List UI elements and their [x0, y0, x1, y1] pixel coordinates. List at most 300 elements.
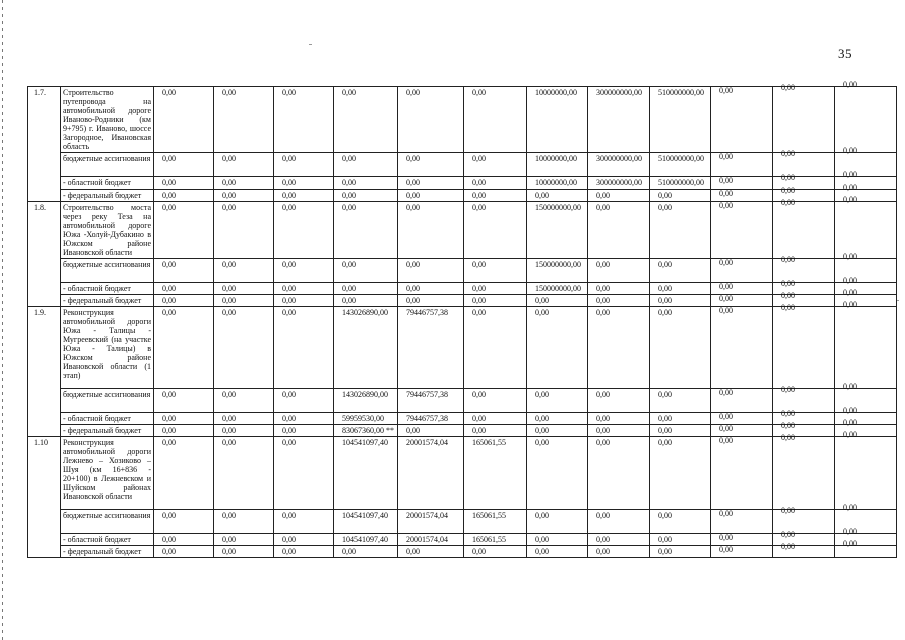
value-text: 0,00	[843, 170, 857, 179]
value-cell	[464, 190, 527, 202]
value-text: 0,00	[162, 426, 176, 435]
value-text: 0,00	[472, 191, 486, 200]
value-text: 0,00	[535, 308, 549, 317]
value-text: 0,00	[596, 296, 610, 305]
value-cell	[214, 307, 274, 389]
value-cell	[588, 259, 650, 283]
value-cell	[398, 87, 464, 153]
value-cell	[398, 202, 464, 259]
value-text: 0,00	[596, 426, 610, 435]
value-cell	[214, 190, 274, 202]
value-cell	[650, 307, 711, 389]
value-text: 79446757,38	[406, 308, 448, 317]
project-name: Строительство моста через реку Теза на автомобильной дороге Южа -Холуй-Дубакино в Южском районе Ивановской области	[61, 202, 154, 259]
value-cell	[773, 542, 835, 558]
value-cell	[464, 295, 527, 307]
value-text: 104541097,40	[342, 438, 388, 447]
value-cell	[711, 283, 773, 295]
value-cell	[214, 87, 274, 153]
value-text: 0,00	[222, 438, 236, 447]
value-text: 0,00	[843, 382, 857, 391]
value-text: 0,00	[596, 308, 610, 317]
value-text: 0,00	[162, 511, 176, 520]
value-text: 0,00	[222, 390, 236, 399]
value-cell	[588, 437, 650, 510]
table-row	[28, 425, 897, 437]
value-text: 0,00	[222, 88, 236, 97]
value-cell	[835, 300, 897, 389]
value-cell	[527, 389, 588, 413]
value-text: 0,00	[719, 152, 733, 161]
table-row	[28, 87, 897, 153]
value-text: 0,00	[282, 390, 296, 399]
value-text: 0,00	[596, 260, 610, 269]
value-cell	[588, 389, 650, 413]
value-text: 0,00	[781, 255, 795, 264]
value-cell	[650, 153, 711, 177]
value-cell	[588, 413, 650, 425]
value-cell	[588, 425, 650, 437]
value-text: 0,00	[222, 260, 236, 269]
page-number: 35	[838, 46, 852, 61]
table-row	[28, 437, 897, 510]
budget-line-name: - областной бюджет	[61, 534, 154, 546]
value-cell	[214, 389, 274, 413]
value-cell	[274, 190, 334, 202]
scan-speck	[309, 44, 312, 45]
value-text: 0,00	[719, 201, 733, 210]
value-cell	[650, 389, 711, 413]
value-cell	[835, 195, 897, 259]
value-cell	[154, 413, 214, 425]
value-cell	[398, 190, 464, 202]
budget-line-name: бюджетные ассигнования	[61, 510, 154, 534]
value-cell	[650, 425, 711, 437]
value-text: 20001574,04	[406, 535, 448, 544]
value-text: 165061,55	[472, 511, 506, 520]
budget-line-name: - федеральный бюджет	[61, 425, 154, 437]
value-cell	[274, 546, 334, 558]
value-text: 0,00	[472, 88, 486, 97]
value-text: 0,00	[719, 86, 733, 95]
value-cell	[464, 534, 527, 546]
value-text: 0,00	[472, 414, 486, 423]
value-cell	[773, 303, 835, 389]
value-text: 300000000,00	[596, 154, 642, 163]
value-text: 20001574,04	[406, 438, 448, 447]
value-text: 0,00	[781, 385, 795, 394]
value-text: 0,00	[658, 426, 672, 435]
value-text: 0,00	[282, 547, 296, 556]
value-text: 0,00	[162, 203, 176, 212]
value-text: 0,00	[719, 388, 733, 397]
value-cell	[464, 153, 527, 177]
value-text: 0,00	[342, 191, 356, 200]
value-text: 150000000,00	[535, 203, 581, 212]
value-cell	[154, 177, 214, 190]
value-text: 0,00	[472, 426, 486, 435]
value-text: 0,00	[658, 308, 672, 317]
value-cell	[464, 437, 527, 510]
value-cell	[464, 202, 527, 259]
value-text: 0,00	[406, 296, 420, 305]
value-text: 0,00	[719, 189, 733, 198]
value-cell	[334, 413, 398, 425]
value-text: 0,00	[406, 154, 420, 163]
value-cell	[527, 190, 588, 202]
value-text: 0,00	[342, 260, 356, 269]
value-text: 0,00	[406, 547, 420, 556]
value-text: 0,00	[535, 191, 549, 200]
value-text: 0,00	[535, 390, 549, 399]
value-cell	[154, 202, 214, 259]
value-cell	[527, 202, 588, 259]
value-text: 0,00	[222, 178, 236, 187]
value-text: 0,00	[472, 284, 486, 293]
budget-line-name: - федеральный бюджет	[61, 546, 154, 558]
value-cell	[527, 307, 588, 389]
value-cell	[650, 259, 711, 283]
value-cell	[214, 413, 274, 425]
value-cell	[711, 437, 773, 510]
value-cell	[773, 198, 835, 259]
value-text: 0,00	[535, 547, 549, 556]
value-cell	[527, 425, 588, 437]
value-text: 0,00	[472, 390, 486, 399]
value-cell	[588, 153, 650, 177]
value-cell	[464, 425, 527, 437]
value-text: 104541097,40	[342, 511, 388, 520]
value-cell	[835, 539, 897, 558]
value-cell	[398, 425, 464, 437]
value-text: 0,00	[658, 390, 672, 399]
value-text: 0,00	[781, 530, 795, 539]
value-cell	[398, 153, 464, 177]
value-cell	[527, 177, 588, 190]
value-cell	[711, 413, 773, 425]
value-text: 0,00	[282, 296, 296, 305]
value-cell	[588, 177, 650, 190]
value-text: 0,00	[781, 149, 795, 158]
value-cell	[835, 80, 897, 153]
value-cell	[711, 546, 773, 558]
value-cell	[274, 295, 334, 307]
value-text: 0,00	[658, 203, 672, 212]
table-row	[28, 259, 897, 283]
value-cell	[334, 259, 398, 283]
value-text: 510000000,00	[658, 178, 704, 187]
value-text: 165061,55	[472, 535, 506, 544]
value-cell	[334, 153, 398, 177]
table-row	[28, 389, 897, 413]
value-cell	[588, 307, 650, 389]
value-text: 0,00	[222, 308, 236, 317]
value-text: 0,00	[342, 203, 356, 212]
value-cell	[334, 283, 398, 295]
value-text: 0,00	[342, 154, 356, 163]
value-text: 0,00	[781, 433, 795, 442]
value-text: 0,00	[535, 414, 549, 423]
value-text: 0,00	[781, 198, 795, 207]
value-text: 10000000,00	[535, 154, 577, 163]
value-text: 0,00	[342, 547, 356, 556]
value-cell	[711, 425, 773, 437]
value-text: 165061,55	[472, 438, 506, 447]
value-text: 0,00	[781, 409, 795, 418]
value-text: 0,00	[719, 176, 733, 185]
value-text: 0,00	[781, 279, 795, 288]
value-cell	[214, 295, 274, 307]
value-cell	[274, 283, 334, 295]
value-cell	[711, 510, 773, 534]
value-cell	[398, 546, 464, 558]
value-cell	[334, 510, 398, 534]
value-text: 0,00	[658, 511, 672, 520]
value-text: 0,00	[222, 154, 236, 163]
value-text: 0,00	[162, 191, 176, 200]
value-cell	[274, 259, 334, 283]
value-text: 0,00	[596, 547, 610, 556]
value-text: 0,00	[406, 260, 420, 269]
value-cell	[711, 534, 773, 546]
value-cell	[527, 295, 588, 307]
value-cell	[464, 510, 527, 534]
budget-table	[27, 80, 897, 558]
value-text: 0,00	[282, 308, 296, 317]
value-cell	[464, 546, 527, 558]
value-cell	[334, 389, 398, 413]
value-cell	[274, 413, 334, 425]
value-text: 0,00	[472, 203, 486, 212]
value-cell	[835, 430, 897, 510]
value-cell	[398, 413, 464, 425]
value-text: 10000000,00	[535, 178, 577, 187]
value-text: 0,00	[596, 511, 610, 520]
value-cell	[650, 546, 711, 558]
value-cell	[274, 510, 334, 534]
row-code: 1.9.	[28, 307, 61, 437]
value-cell	[588, 283, 650, 295]
value-text: 0,00	[406, 203, 420, 212]
value-cell	[274, 202, 334, 259]
value-cell	[274, 87, 334, 153]
value-text: 0,00	[282, 414, 296, 423]
value-cell	[154, 546, 214, 558]
value-cell	[464, 283, 527, 295]
value-text: 0,00	[406, 284, 420, 293]
value-cell	[154, 389, 214, 413]
budget-line-name: - областной бюджет	[61, 177, 154, 190]
value-cell	[588, 546, 650, 558]
value-cell	[274, 437, 334, 510]
value-text: 0,00	[719, 424, 733, 433]
value-text: 0,00	[222, 296, 236, 305]
value-cell	[527, 87, 588, 153]
value-text: 0,00	[535, 438, 549, 447]
value-text: 0,00	[472, 154, 486, 163]
value-cell	[154, 510, 214, 534]
value-text: 0,00	[222, 547, 236, 556]
value-cell	[154, 153, 214, 177]
value-cell	[274, 307, 334, 389]
value-cell	[527, 534, 588, 546]
value-cell	[214, 283, 274, 295]
value-cell	[334, 546, 398, 558]
value-text: 150000000,00	[535, 284, 581, 293]
value-cell	[334, 177, 398, 190]
value-cell	[274, 177, 334, 190]
value-cell	[588, 87, 650, 153]
value-text: 0,00	[342, 178, 356, 187]
value-cell	[711, 177, 773, 190]
value-cell	[711, 259, 773, 283]
value-cell	[154, 87, 214, 153]
value-text: 0,00	[843, 80, 857, 89]
value-cell	[527, 546, 588, 558]
value-text: 0,00	[282, 284, 296, 293]
table-row	[28, 295, 897, 307]
value-cell	[154, 190, 214, 202]
value-cell	[527, 413, 588, 425]
table-row	[28, 546, 897, 558]
value-cell	[711, 202, 773, 259]
value-cell	[214, 425, 274, 437]
value-cell	[711, 87, 773, 153]
value-cell	[334, 202, 398, 259]
value-cell	[711, 190, 773, 202]
value-text: 0,00	[406, 426, 420, 435]
value-text: 0,00	[535, 535, 549, 544]
value-text: 0,00	[781, 506, 795, 515]
budget-line-name: бюджетные ассигнования	[61, 389, 154, 413]
value-text: 0,00	[719, 282, 733, 291]
row-code: 1.8.	[28, 202, 61, 307]
table-row	[28, 202, 897, 259]
value-text: 0,00	[342, 88, 356, 97]
budget-line-name: бюджетные ассигнования	[61, 259, 154, 283]
value-text: 0,00	[222, 535, 236, 544]
value-text: 0,00	[781, 291, 795, 300]
budget-line-name: - федеральный бюджет	[61, 295, 154, 307]
value-text: 0,00	[843, 503, 857, 512]
value-cell	[214, 510, 274, 534]
value-cell	[274, 534, 334, 546]
value-text: 0,00	[596, 191, 610, 200]
value-cell	[588, 534, 650, 546]
value-text: 0,00	[406, 191, 420, 200]
value-cell	[214, 259, 274, 283]
value-text: 0,00	[843, 183, 857, 192]
value-cell	[464, 413, 527, 425]
value-text: 0,00	[222, 426, 236, 435]
value-text: 0,00	[596, 414, 610, 423]
value-cell	[154, 437, 214, 510]
value-cell	[398, 389, 464, 413]
project-name: Реконструкция автомобильной дороги Лежнево – Хозиково – Шуя (км 16+836 - 20+100) в Лежневском и Шуйском районах Ивановской области	[61, 437, 154, 510]
value-text: 0,00	[596, 203, 610, 212]
value-cell	[274, 153, 334, 177]
value-cell	[214, 534, 274, 546]
value-cell	[527, 153, 588, 177]
value-cell	[650, 510, 711, 534]
value-text: 59959530,00	[342, 414, 384, 423]
value-text: 0,00	[162, 535, 176, 544]
value-text: 0,00	[162, 260, 176, 269]
value-cell	[214, 546, 274, 558]
value-cell	[464, 389, 527, 413]
value-cell	[650, 534, 711, 546]
value-cell	[214, 202, 274, 259]
value-cell	[398, 295, 464, 307]
value-text: 0,00	[162, 547, 176, 556]
table-row	[28, 190, 897, 202]
value-text: 0,00	[162, 438, 176, 447]
value-text: 0,00	[719, 509, 733, 518]
value-cell	[527, 510, 588, 534]
value-text: 0,00	[162, 154, 176, 163]
value-cell	[464, 259, 527, 283]
value-text: 300000000,00	[596, 88, 642, 97]
value-text: 0,00	[658, 438, 672, 447]
value-cell	[464, 177, 527, 190]
table-row	[28, 153, 897, 177]
value-cell	[274, 425, 334, 437]
value-cell	[154, 307, 214, 389]
value-text: 0,00	[781, 83, 795, 92]
budget-line-name: бюджетные ассигнования	[61, 153, 154, 177]
value-text: 150000000,00	[535, 260, 581, 269]
value-text: 79446757,38	[406, 390, 448, 399]
value-text: 0,00	[781, 421, 795, 430]
scan-left-edge	[2, 0, 3, 640]
value-text: 300000000,00	[596, 178, 642, 187]
value-cell	[527, 259, 588, 283]
value-text: 0,00	[843, 430, 857, 439]
table-row	[28, 283, 897, 295]
value-text: 0,00	[843, 418, 857, 427]
value-cell	[711, 153, 773, 177]
value-cell	[334, 295, 398, 307]
value-text: 0,00	[282, 438, 296, 447]
value-text: 0,00	[472, 260, 486, 269]
value-text: 0,00	[472, 296, 486, 305]
value-text: 0,00	[658, 535, 672, 544]
value-text: 0,00	[843, 288, 857, 297]
value-text: 510000000,00	[658, 154, 704, 163]
value-cell	[650, 202, 711, 259]
value-text: 0,00	[342, 284, 356, 293]
value-cell	[588, 190, 650, 202]
value-text: 0,00	[282, 260, 296, 269]
value-text: 0,00	[222, 511, 236, 520]
value-text: 0,00	[596, 535, 610, 544]
value-text: 0,00	[719, 412, 733, 421]
value-text: 0,00	[719, 258, 733, 267]
table-row	[28, 307, 897, 389]
value-cell	[650, 283, 711, 295]
value-cell	[334, 534, 398, 546]
value-cell	[650, 177, 711, 190]
value-text: 143026890,00	[342, 390, 388, 399]
value-text: 0,00	[843, 539, 857, 548]
value-text: 0,00	[719, 533, 733, 542]
value-cell	[274, 389, 334, 413]
value-text: 0,00	[596, 438, 610, 447]
table-row	[28, 177, 897, 190]
value-cell	[711, 389, 773, 413]
value-text: 0,00	[222, 414, 236, 423]
value-text: 0,00	[472, 308, 486, 317]
